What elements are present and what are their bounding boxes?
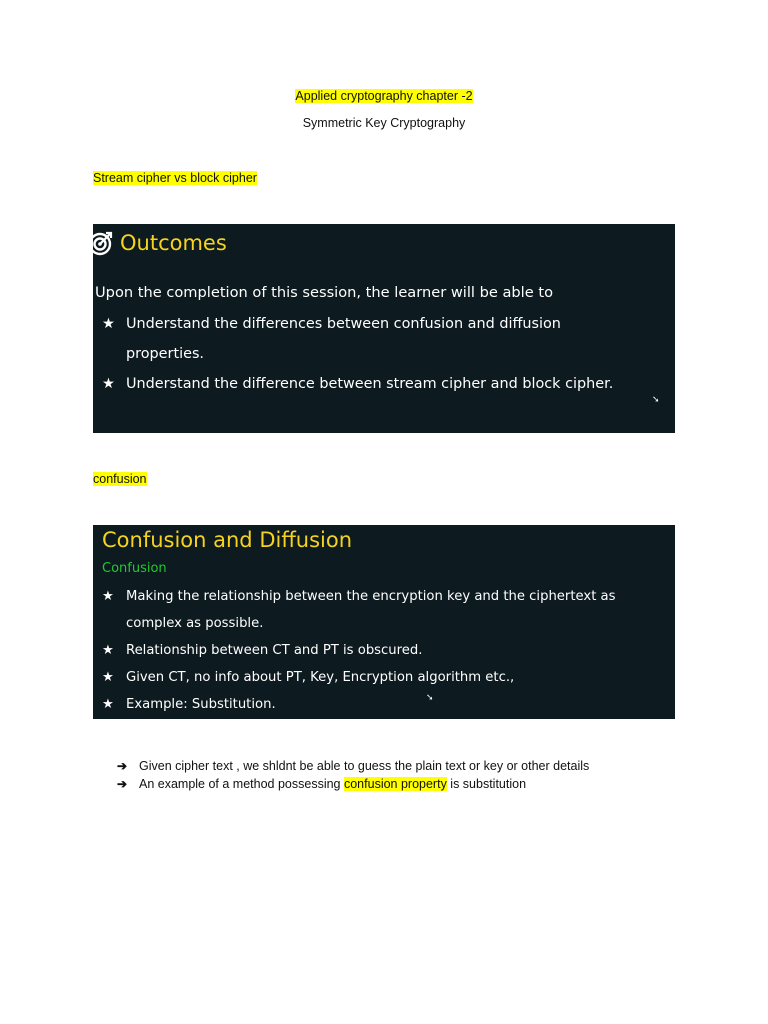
section-heading-confusion xyxy=(93,471,147,487)
confusion-bullet-3 xyxy=(102,664,514,691)
note-highlight: confusion property xyxy=(343,777,447,791)
confusion-bullet-1-line-1: Making the relationship between the encryption key and the ciphertext as xyxy=(126,589,616,604)
notes-list xyxy=(117,757,589,793)
cursor-icon: ➘ xyxy=(652,394,660,404)
target-icon xyxy=(93,230,115,256)
note-item xyxy=(117,757,589,775)
document-title-text: Applied cryptography chapter -2 xyxy=(295,89,473,103)
star-icon: ★ xyxy=(102,589,114,604)
star-icon: ★ xyxy=(102,670,114,685)
section-heading-stream-block xyxy=(93,170,257,186)
confusion-bullet-2-line-1: Relationship between CT and PT is obscured. xyxy=(126,643,423,658)
outcomes-slide-intro: Upon the completion of this session, the learner will be able to xyxy=(95,284,554,301)
document-title xyxy=(0,88,768,104)
confusion-bullet-4-line-1: Example: Substitution. xyxy=(126,697,276,712)
star-icon: ★ xyxy=(102,697,114,712)
confusion-slide-subtitle: Confusion xyxy=(102,561,167,576)
confusion-slide-image xyxy=(93,525,675,719)
arrow-right-icon: ➔ xyxy=(117,777,128,791)
outcomes-bullet-2 xyxy=(102,369,613,399)
note-text-after: is substitution xyxy=(446,777,527,791)
arrow-right-icon: ➔ xyxy=(117,759,128,773)
outcomes-slide-title: Outcomes xyxy=(120,231,227,255)
section-heading-stream-block-text: Stream cipher vs block cipher xyxy=(93,171,257,185)
outcomes-bullet-2-line-1: Understand the difference between stream cipher and block cipher. xyxy=(126,376,614,392)
confusion-bullet-1-continuation: complex as possible. xyxy=(126,616,264,631)
star-icon: ★ xyxy=(102,316,115,332)
cursor-icon: ➘ xyxy=(426,692,434,702)
outcomes-slide-image xyxy=(93,224,675,433)
confusion-bullet-4 xyxy=(102,691,276,718)
note-item xyxy=(117,775,589,793)
star-icon: ★ xyxy=(102,643,114,658)
note-text-before: An example of a method possessing xyxy=(139,777,344,791)
confusion-bullet-1 xyxy=(102,583,616,610)
outcomes-bullet-1-line-1: Understand the differences between confusion and diffusion xyxy=(126,316,561,332)
document-subtitle: Symmetric Key Cryptography xyxy=(302,116,466,130)
outcomes-bullet-1-continuation: properties. xyxy=(126,346,205,362)
star-icon: ★ xyxy=(102,376,115,392)
outcomes-bullet-1 xyxy=(102,309,561,339)
note-text: Given cipher text , we shldnt be able to guess the plain text or key or other details xyxy=(139,759,590,773)
confusion-bullet-3-line-1: Given CT, no info about PT, Key, Encryption algorithm etc., xyxy=(126,670,515,685)
confusion-slide-title: Confusion and Diffusion xyxy=(102,528,353,552)
section-heading-confusion-text: confusion xyxy=(93,472,147,486)
confusion-bullet-2 xyxy=(102,637,422,664)
